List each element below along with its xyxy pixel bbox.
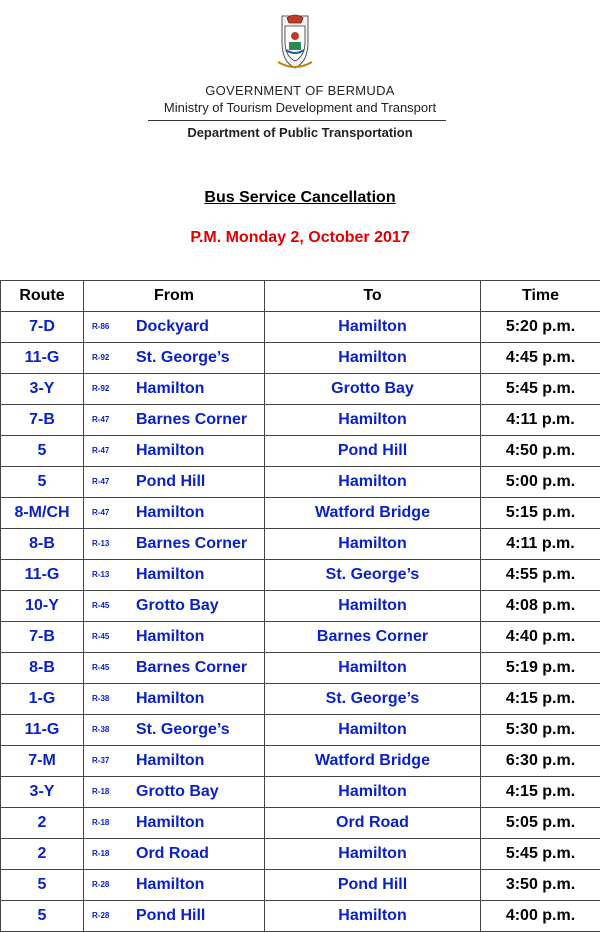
from-cell: [84, 467, 265, 498]
time-cell: 4:15 p.m.: [481, 777, 600, 808]
to-cell: Hamilton: [265, 467, 481, 498]
from-location: Hamilton: [136, 876, 204, 893]
header-divider: [148, 120, 446, 121]
from-location: Hamilton: [136, 442, 204, 459]
route-code: R-92: [84, 353, 136, 362]
from-cell: [84, 529, 265, 560]
from-cell: [84, 312, 265, 343]
to-cell: Watford Bridge: [265, 498, 481, 529]
from-location: Hamilton: [136, 504, 204, 521]
route-cell: 11-G: [1, 560, 84, 591]
table-row: [1, 436, 600, 467]
time-cell: 6:30 p.m.: [481, 746, 600, 777]
to-cell: Ord Road: [265, 808, 481, 839]
route-cell: 2: [1, 839, 84, 870]
route-code: R-47: [84, 415, 136, 424]
time-cell: 5:19 p.m.: [481, 653, 600, 684]
route-cell: 5: [1, 901, 84, 932]
to-cell: Hamilton: [265, 312, 481, 343]
route-cell: 3-Y: [1, 374, 84, 405]
government-name: GOVERNMENT OF BERMUDA: [0, 83, 600, 98]
from-cell: [84, 684, 265, 715]
route-cell: 8-B: [1, 653, 84, 684]
from-cell: [84, 405, 265, 436]
route-cell: 8-M/CH: [1, 498, 84, 529]
route-cell: 8-B: [1, 529, 84, 560]
time-cell: 5:05 p.m.: [481, 808, 600, 839]
route-cell: 2: [1, 808, 84, 839]
from-location: Grotto Bay: [136, 783, 219, 800]
to-cell: Hamilton: [265, 777, 481, 808]
route-code: R-47: [84, 508, 136, 517]
route-cell: 7-M: [1, 746, 84, 777]
to-cell: St. George’s: [265, 684, 481, 715]
to-cell: Watford Bridge: [265, 746, 481, 777]
from-cell: [84, 591, 265, 622]
time-cell: 4:00 p.m.: [481, 901, 600, 932]
time-cell: 3:50 p.m.: [481, 870, 600, 901]
table-row: [1, 870, 600, 901]
department-name: Department of Public Transportation: [0, 125, 600, 140]
ministry-name: Ministry of Tourism Development and Transport: [0, 100, 600, 115]
time-cell: 5:45 p.m.: [481, 839, 600, 870]
route-code: R-86: [84, 322, 136, 331]
from-location: Dockyard: [136, 318, 209, 335]
table-row: [1, 467, 600, 498]
route-cell: 5: [1, 870, 84, 901]
from-location: Hamilton: [136, 380, 204, 397]
to-cell: Hamilton: [265, 901, 481, 932]
from-location: Barnes Corner: [136, 535, 247, 552]
from-location: Barnes Corner: [136, 659, 247, 676]
time-cell: 5:15 p.m.: [481, 498, 600, 529]
from-location: Grotto Bay: [136, 597, 219, 614]
from-cell: [84, 901, 265, 932]
route-cell: 7-B: [1, 405, 84, 436]
route-code: R-38: [84, 725, 136, 734]
table-row: [1, 777, 600, 808]
table-row: [1, 343, 600, 374]
table-row: [1, 901, 600, 932]
route-code: R-47: [84, 446, 136, 455]
time-cell: 5:30 p.m.: [481, 715, 600, 746]
route-code: R-18: [84, 787, 136, 796]
from-location: St. George’s: [136, 349, 230, 366]
from-cell: [84, 746, 265, 777]
table-row: [1, 591, 600, 622]
table-header-row: [1, 281, 600, 312]
table-row: [1, 312, 600, 343]
notice-date: P.M. Monday 2, October 2017: [0, 229, 600, 247]
route-code: R-18: [84, 849, 136, 858]
from-cell: [84, 622, 265, 653]
from-location: Hamilton: [136, 566, 204, 583]
table-row: [1, 653, 600, 684]
from-cell: [84, 839, 265, 870]
time-cell: 4:45 p.m.: [481, 343, 600, 374]
route-cell: 5: [1, 436, 84, 467]
from-location: Ord Road: [136, 845, 209, 862]
route-code: R-37: [84, 756, 136, 765]
from-cell: [84, 343, 265, 374]
route-cell: 11-G: [1, 343, 84, 374]
route-code: R-47: [84, 477, 136, 486]
route-cell: 5: [1, 467, 84, 498]
to-column-header: To: [265, 281, 481, 312]
route-code: R-28: [84, 880, 136, 889]
from-location: St. George’s: [136, 721, 230, 738]
route-cell: 10-Y: [1, 591, 84, 622]
route-code: R-92: [84, 384, 136, 393]
route-code: R-38: [84, 694, 136, 703]
table-row: [1, 746, 600, 777]
route-code: R-45: [84, 601, 136, 610]
time-cell: 5:20 p.m.: [481, 312, 600, 343]
table-row: [1, 808, 600, 839]
route-cell: 3-Y: [1, 777, 84, 808]
table-row: [1, 374, 600, 405]
time-cell: 4:11 p.m.: [481, 529, 600, 560]
to-cell: Hamilton: [265, 591, 481, 622]
from-cell: [84, 715, 265, 746]
from-location: Hamilton: [136, 628, 204, 645]
to-cell: Pond Hill: [265, 436, 481, 467]
from-cell: [84, 374, 265, 405]
table-row: [1, 405, 600, 436]
from-location: Pond Hill: [136, 907, 205, 924]
from-cell: [84, 498, 265, 529]
from-cell: [84, 653, 265, 684]
from-location: Hamilton: [136, 752, 204, 769]
time-cell: 5:45 p.m.: [481, 374, 600, 405]
time-cell: 4:15 p.m.: [481, 684, 600, 715]
route-code: R-18: [84, 818, 136, 827]
to-cell: Hamilton: [265, 343, 481, 374]
to-cell: Pond Hill: [265, 870, 481, 901]
time-column-header: Time: [481, 281, 600, 312]
route-cell: 1-G: [1, 684, 84, 715]
to-cell: Barnes Corner: [265, 622, 481, 653]
table-row: [1, 529, 600, 560]
from-location: Pond Hill: [136, 473, 205, 490]
table-row: [1, 560, 600, 591]
to-cell: Hamilton: [265, 529, 481, 560]
to-cell: Hamilton: [265, 405, 481, 436]
table-row: [1, 839, 600, 870]
bermuda-coat-of-arms-logo: [274, 12, 316, 72]
route-column-header: Route: [1, 281, 84, 312]
route-code: R-13: [84, 570, 136, 579]
route-cell: 7-B: [1, 622, 84, 653]
from-cell: [84, 436, 265, 467]
time-cell: 4:50 p.m.: [481, 436, 600, 467]
route-code: R-45: [84, 663, 136, 672]
route-code: R-45: [84, 632, 136, 641]
from-cell: [84, 870, 265, 901]
to-cell: Hamilton: [265, 715, 481, 746]
from-column-header: From: [84, 281, 265, 312]
from-location: Hamilton: [136, 814, 204, 831]
route-code: R-28: [84, 911, 136, 920]
time-cell: 4:11 p.m.: [481, 405, 600, 436]
cancellation-table: [0, 280, 600, 932]
table-row: [1, 622, 600, 653]
route-cell: 7-D: [1, 312, 84, 343]
time-cell: 4:55 p.m.: [481, 560, 600, 591]
to-cell: Grotto Bay: [265, 374, 481, 405]
route-cell: 11-G: [1, 715, 84, 746]
from-cell: [84, 560, 265, 591]
to-cell: Hamilton: [265, 839, 481, 870]
table-row: [1, 498, 600, 529]
from-location: Hamilton: [136, 690, 204, 707]
time-cell: 4:40 p.m.: [481, 622, 600, 653]
table-row: [1, 684, 600, 715]
from-cell: [84, 777, 265, 808]
to-cell: St. George’s: [265, 560, 481, 591]
from-cell: [84, 808, 265, 839]
table-row: [1, 715, 600, 746]
to-cell: Hamilton: [265, 653, 481, 684]
from-location: Barnes Corner: [136, 411, 247, 428]
route-code: R-13: [84, 539, 136, 548]
time-cell: 4:08 p.m.: [481, 591, 600, 622]
notice-title: Bus Service Cancellation: [0, 189, 600, 207]
time-cell: 5:00 p.m.: [481, 467, 600, 498]
